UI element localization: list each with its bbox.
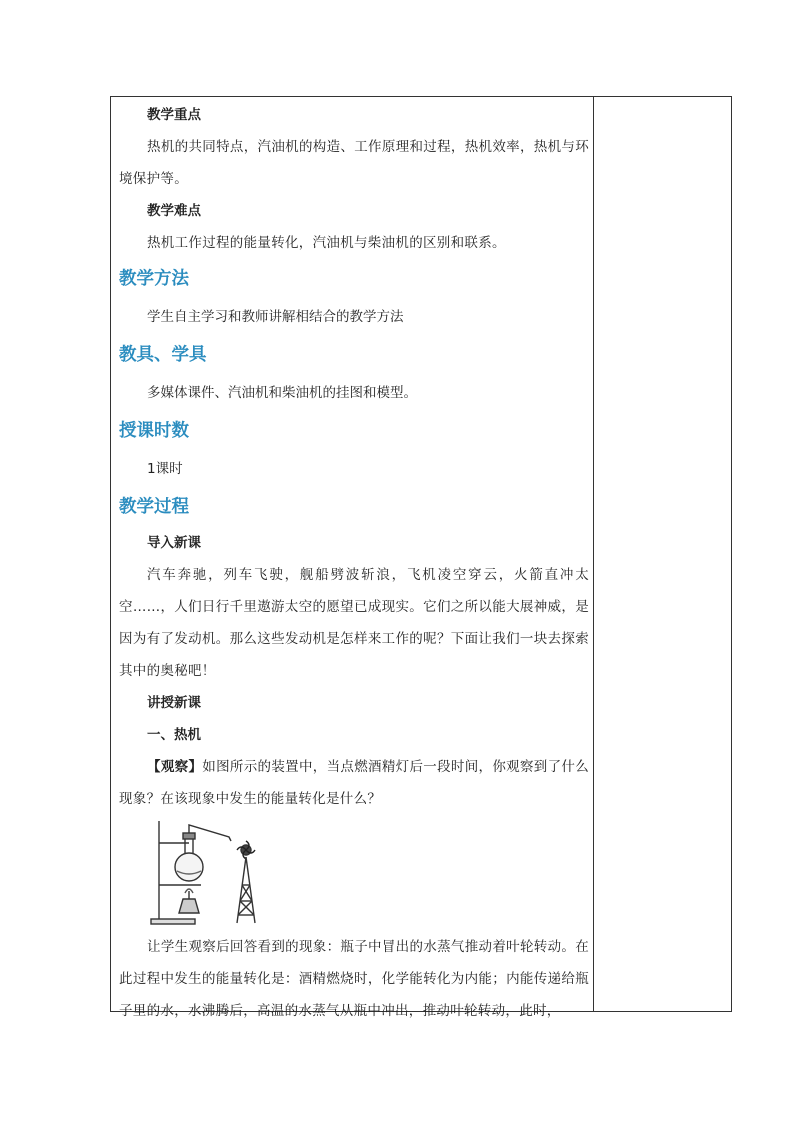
heat-engine-title: 一、热机 bbox=[147, 727, 201, 743]
column-divider bbox=[593, 97, 594, 1011]
hours-text: 1课时 bbox=[147, 461, 183, 477]
intro-text: 汽车奔驰，列车飞驶，舰船劈波斩浪，飞机凌空穿云，火箭直冲太空……，人们日行千里遨游太空的愿望已成现实。它们之所以能大展神威，是因为有了发动机。那么这些发动机是怎样来工作的呢？下面让我们一块去探索其中的奥秘吧！ bbox=[119, 567, 589, 679]
experiment-figure bbox=[149, 815, 589, 931]
tools-heading: 教具、学具 bbox=[119, 345, 207, 365]
intro-title: 导入新课 bbox=[147, 535, 201, 551]
process-heading: 教学过程 bbox=[119, 497, 189, 517]
answer-text: 让学生观察后回答看到的现象：瓶子中冒出的水蒸气推动着叶轮转动。在此过程中发生的能量转化是：酒精燃烧时，化学能转化为内能；内能传递给瓶子里的水，水沸腾后，高温的水蒸气从瓶中冲出，推动叶轮转动，此时， bbox=[119, 939, 589, 1019]
method-heading: 教学方法 bbox=[119, 269, 189, 289]
steam-turbine-diagram bbox=[149, 815, 299, 931]
tools-text: 多媒体课件、汽油机和柴油机的挂图和模型。 bbox=[147, 385, 417, 401]
difficulties-text: 热机工作过程的能量转化，汽油机与柴油机的区别和联系。 bbox=[147, 235, 506, 251]
observe-tag: 【观察】 bbox=[147, 759, 203, 775]
observe-text: 如图所示的装置中，当点燃酒精灯后一段时间，你观察到了什么现象？在该现象中发生的能量转化是什么？ bbox=[119, 759, 590, 807]
method-text: 学生自主学习和教师讲解相结合的教学方法 bbox=[147, 309, 404, 325]
hours-heading: 授课时数 bbox=[119, 421, 189, 441]
difficulties-title: 教学难点 bbox=[147, 203, 201, 219]
key-points-text: 热机的共同特点，汽油机的构造、工作原理和过程，热机效率，热机与环境保护等。 bbox=[119, 139, 589, 187]
new-lesson-title: 讲授新课 bbox=[147, 695, 201, 711]
key-points-title: 教学重点 bbox=[147, 107, 201, 123]
lesson-table bbox=[110, 96, 732, 1019]
lesson-content bbox=[119, 97, 589, 1027]
observe-paragraph bbox=[119, 751, 589, 815]
